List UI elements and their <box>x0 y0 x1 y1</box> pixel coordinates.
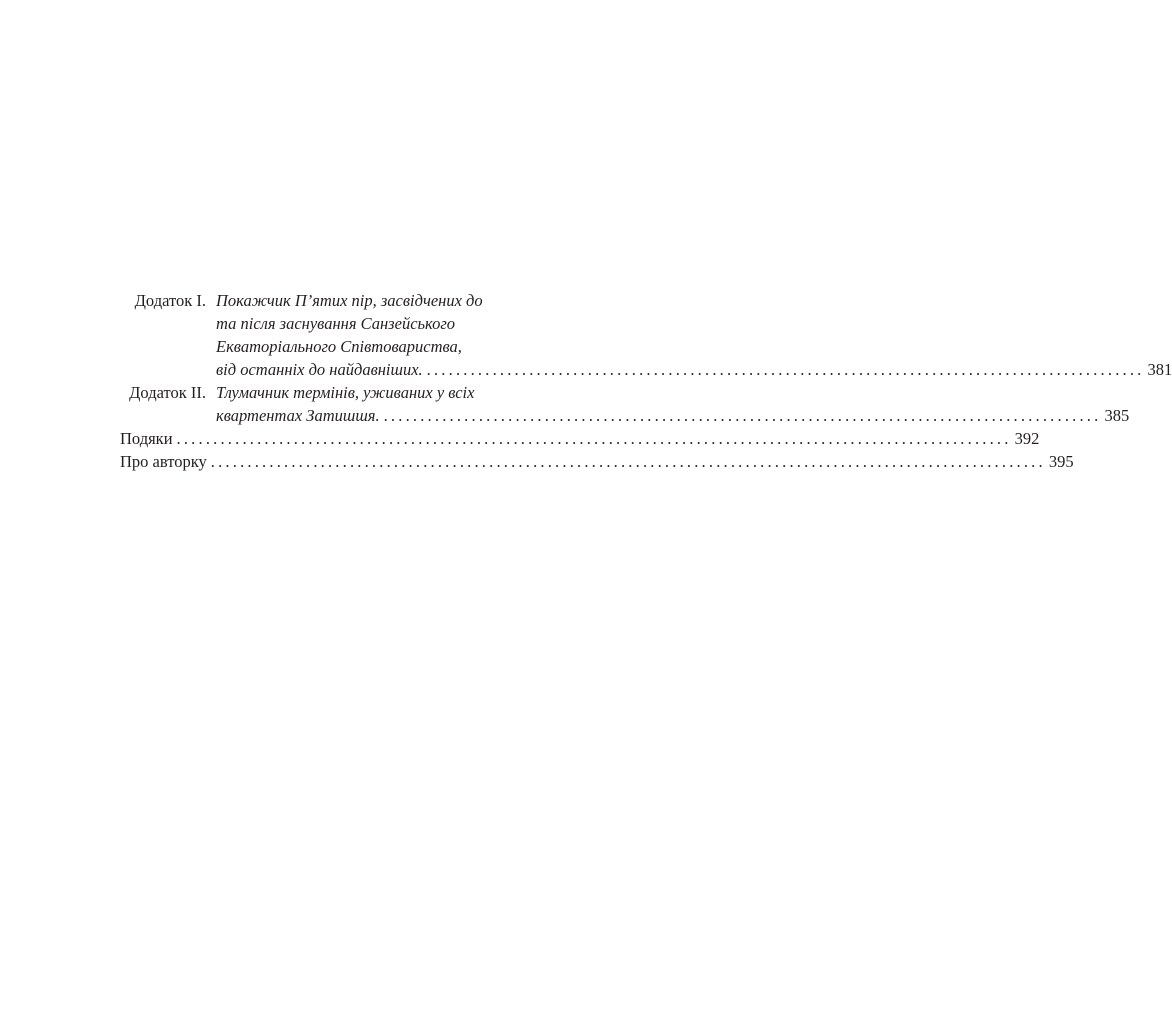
toc-entry-title: Подяки <box>120 429 173 448</box>
toc-entry-appendix-2-line-2 <box>120 404 1130 427</box>
toc-entry-appendix-1-line-3 <box>120 335 554 358</box>
toc-entry-about-author <box>120 450 1074 473</box>
toc-entry-title-line: квартентах Затишшя. <box>216 406 380 425</box>
toc-entry-title: Про авторку <box>120 452 207 471</box>
toc-entry-appendix-2-line-1 <box>120 381 554 404</box>
toc-leader-row <box>216 358 1172 381</box>
toc-page-number: 392 <box>1014 429 1040 448</box>
dot-leader: .................................................................................................................. <box>176 429 1012 448</box>
dot-leader: .................................................................................................. <box>426 360 1145 379</box>
toc-entry-acknowledgements <box>120 427 1040 450</box>
toc-leader-row <box>120 427 1040 450</box>
table-of-contents <box>120 289 1172 473</box>
toc-leader-row <box>120 450 1074 473</box>
toc-page-number: 385 <box>1104 406 1130 425</box>
toc-entry-appendix-1-line-1 <box>120 289 554 312</box>
toc-entry-title-line: та після заснування Санзейського <box>216 314 456 333</box>
dot-leader: .................................................................................................. <box>383 406 1102 425</box>
toc-leader-row <box>216 404 1130 427</box>
toc-page-number: 381 <box>1147 360 1172 379</box>
toc-entry-appendix-1-line-2 <box>120 312 554 335</box>
dot-leader: .................................................................................................................. <box>210 452 1046 471</box>
toc-entry-title-line: від останніх до найдавніших. <box>216 360 423 379</box>
toc-entry-label: Додаток II. <box>129 383 206 402</box>
toc-entry-title-line: Тлумачник термінів, уживаних у всіх <box>216 383 475 402</box>
toc-entry-title-line: Покажчик П’ятих пір, засвідчених до <box>216 291 483 310</box>
toc-entry-title-line: Екваторіального Співтовариства, <box>216 337 462 356</box>
toc-entry-label: Додаток I. <box>134 291 206 310</box>
toc-entry-appendix-1-line-4 <box>120 358 1172 381</box>
toc-page-number: 395 <box>1048 452 1074 471</box>
